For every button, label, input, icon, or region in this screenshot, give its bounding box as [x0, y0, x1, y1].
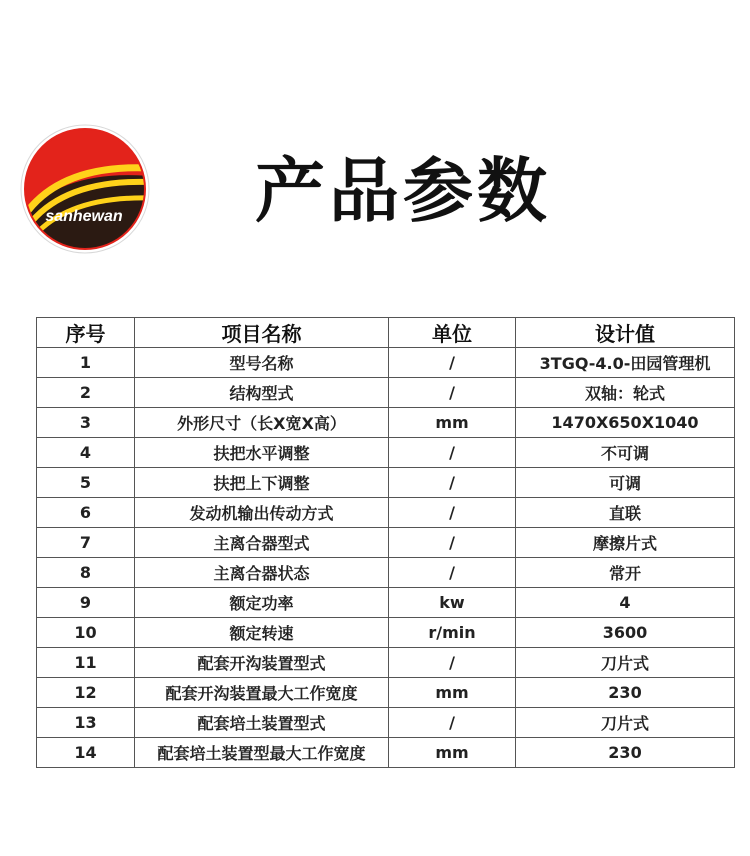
cell-index: 1 [37, 348, 135, 378]
cell-item-name: 配套培土装置型式 [135, 708, 389, 738]
cell-item-name: 发动机输出传动方式 [135, 498, 389, 528]
cell-design-value: 刀片式 [516, 708, 735, 738]
cell-unit: mm [389, 408, 516, 438]
cell-index: 14 [37, 738, 135, 768]
header-item-name: 项目名称 [135, 318, 389, 348]
cell-index: 10 [37, 618, 135, 648]
cell-unit: / [389, 708, 516, 738]
table-row [37, 648, 735, 678]
table-row [37, 528, 735, 558]
logo-text: sanhewan [45, 208, 123, 225]
cell-index: 7 [37, 528, 135, 558]
cell-unit: r/min [389, 618, 516, 648]
table-row [37, 438, 735, 468]
cell-unit: / [389, 438, 516, 468]
cell-index: 2 [37, 378, 135, 408]
cell-unit: kw [389, 588, 516, 618]
cell-item-name: 配套培土装置型最大工作宽度 [135, 738, 389, 768]
cell-index: 6 [37, 498, 135, 528]
table-row [37, 618, 735, 648]
table-row [37, 408, 735, 438]
cell-design-value: 3600 [516, 618, 735, 648]
table-row [37, 468, 735, 498]
table-row [37, 498, 735, 528]
cell-unit: / [389, 378, 516, 408]
table-row [37, 378, 735, 408]
page-title: 产品参数 [255, 150, 551, 232]
cell-item-name: 配套开沟装置型式 [135, 648, 389, 678]
cell-unit: / [389, 498, 516, 528]
cell-index: 9 [37, 588, 135, 618]
cell-index: 8 [37, 558, 135, 588]
cell-item-name: 扶把上下调整 [135, 468, 389, 498]
cell-index: 4 [37, 438, 135, 468]
cell-item-name: 额定转速 [135, 618, 389, 648]
cell-design-value: 双轴：轮式 [516, 378, 735, 408]
header-design-value: 设计值 [516, 318, 735, 348]
cell-item-name: 主离合器型式 [135, 528, 389, 558]
cell-design-value: 4 [516, 588, 735, 618]
cell-item-name: 主离合器状态 [135, 558, 389, 588]
table-row [37, 348, 735, 378]
header-index: 序号 [37, 318, 135, 348]
table-header-row [37, 318, 735, 348]
cell-unit: mm [389, 678, 516, 708]
header-unit: 单位 [389, 318, 516, 348]
cell-design-value: 摩擦片式 [516, 528, 735, 558]
sanhewan-logo [20, 124, 150, 254]
cell-design-value: 1470X650X1040 [516, 408, 735, 438]
table-body [37, 348, 735, 768]
cell-unit: / [389, 648, 516, 678]
cell-design-value: 3TGQ-4.0-田园管理机 [516, 348, 735, 378]
parameter-table [36, 317, 735, 768]
cell-item-name: 结构型式 [135, 378, 389, 408]
cell-unit: / [389, 348, 516, 378]
cell-item-name: 扶把水平调整 [135, 438, 389, 468]
table-row [37, 558, 735, 588]
cell-unit: mm [389, 738, 516, 768]
cell-design-value: 不可调 [516, 438, 735, 468]
cell-item-name: 型号名称 [135, 348, 389, 378]
cell-unit: / [389, 528, 516, 558]
cell-item-name: 配套开沟装置最大工作宽度 [135, 678, 389, 708]
table-row [37, 738, 735, 768]
cell-index: 13 [37, 708, 135, 738]
table-row [37, 708, 735, 738]
cell-design-value: 常开 [516, 558, 735, 588]
cell-design-value: 刀片式 [516, 648, 735, 678]
cell-design-value: 230 [516, 678, 735, 708]
table-row [37, 678, 735, 708]
cell-index: 12 [37, 678, 135, 708]
cell-item-name: 外形尺寸（长X宽X高） [135, 408, 389, 438]
cell-index: 5 [37, 468, 135, 498]
cell-item-name: 额定功率 [135, 588, 389, 618]
cell-index: 11 [37, 648, 135, 678]
cell-index: 3 [37, 408, 135, 438]
cell-unit: / [389, 468, 516, 498]
cell-design-value: 可调 [516, 468, 735, 498]
table-row [37, 588, 735, 618]
cell-design-value: 直联 [516, 498, 735, 528]
cell-unit: / [389, 558, 516, 588]
cell-design-value: 230 [516, 738, 735, 768]
